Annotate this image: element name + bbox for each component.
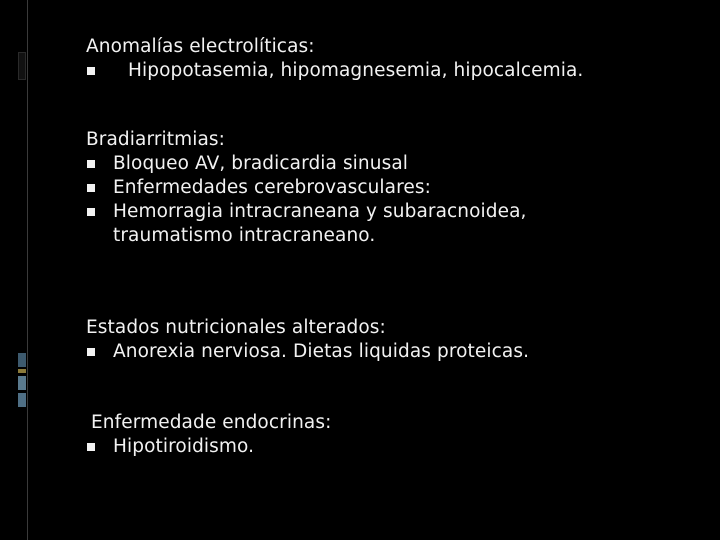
list-item-text: Anorexia nerviosa. Dietas liquidas proteicas. [113,341,530,362]
section-bradyarrhythmias [86,128,527,248]
list-item-text: Hipotiroidismo. [113,436,255,457]
section-heading: Anomalías electrolíticas: [86,36,315,57]
list-item-text: Hemorragia intracraneana y subaracnoidea, [113,201,527,222]
list-item-text: Bloqueo AV, bradicardia sinusal [113,153,408,174]
section-electrolytes [86,35,583,83]
slide-accent-stripe [18,376,26,390]
section-endocrine [86,411,331,459]
section-heading: Estados nutricionales alterados: [86,317,386,338]
list-item-text: Hipopotasemia, hipomagnesemia, hipocalcemia. [128,60,584,81]
square-bullet-icon [87,184,95,192]
slide-accent-stripe [18,369,26,373]
slide-accent-stripe [18,353,26,367]
slide-accent-block [18,52,26,80]
slide-accent-stripe [18,393,26,407]
square-bullet-icon [87,348,95,356]
section-nutrition [86,316,529,364]
slide-divider-line [27,0,28,540]
square-bullet-icon [87,443,95,451]
list-item-continuation: traumatismo intracraneano. [113,225,376,246]
section-heading: Bradiarritmias: [86,129,226,150]
list-item-text: Enfermedades cerebrovasculares: [113,177,431,198]
section-heading: Enfermedade endocrinas: [91,412,332,433]
square-bullet-icon [87,208,95,216]
list-item [86,59,583,83]
square-bullet-icon [87,160,95,168]
list-item [86,152,527,176]
list-item [86,340,529,364]
list-item [86,176,527,200]
list-item [86,435,331,459]
square-bullet-icon [87,67,95,75]
list-item [86,200,527,224]
